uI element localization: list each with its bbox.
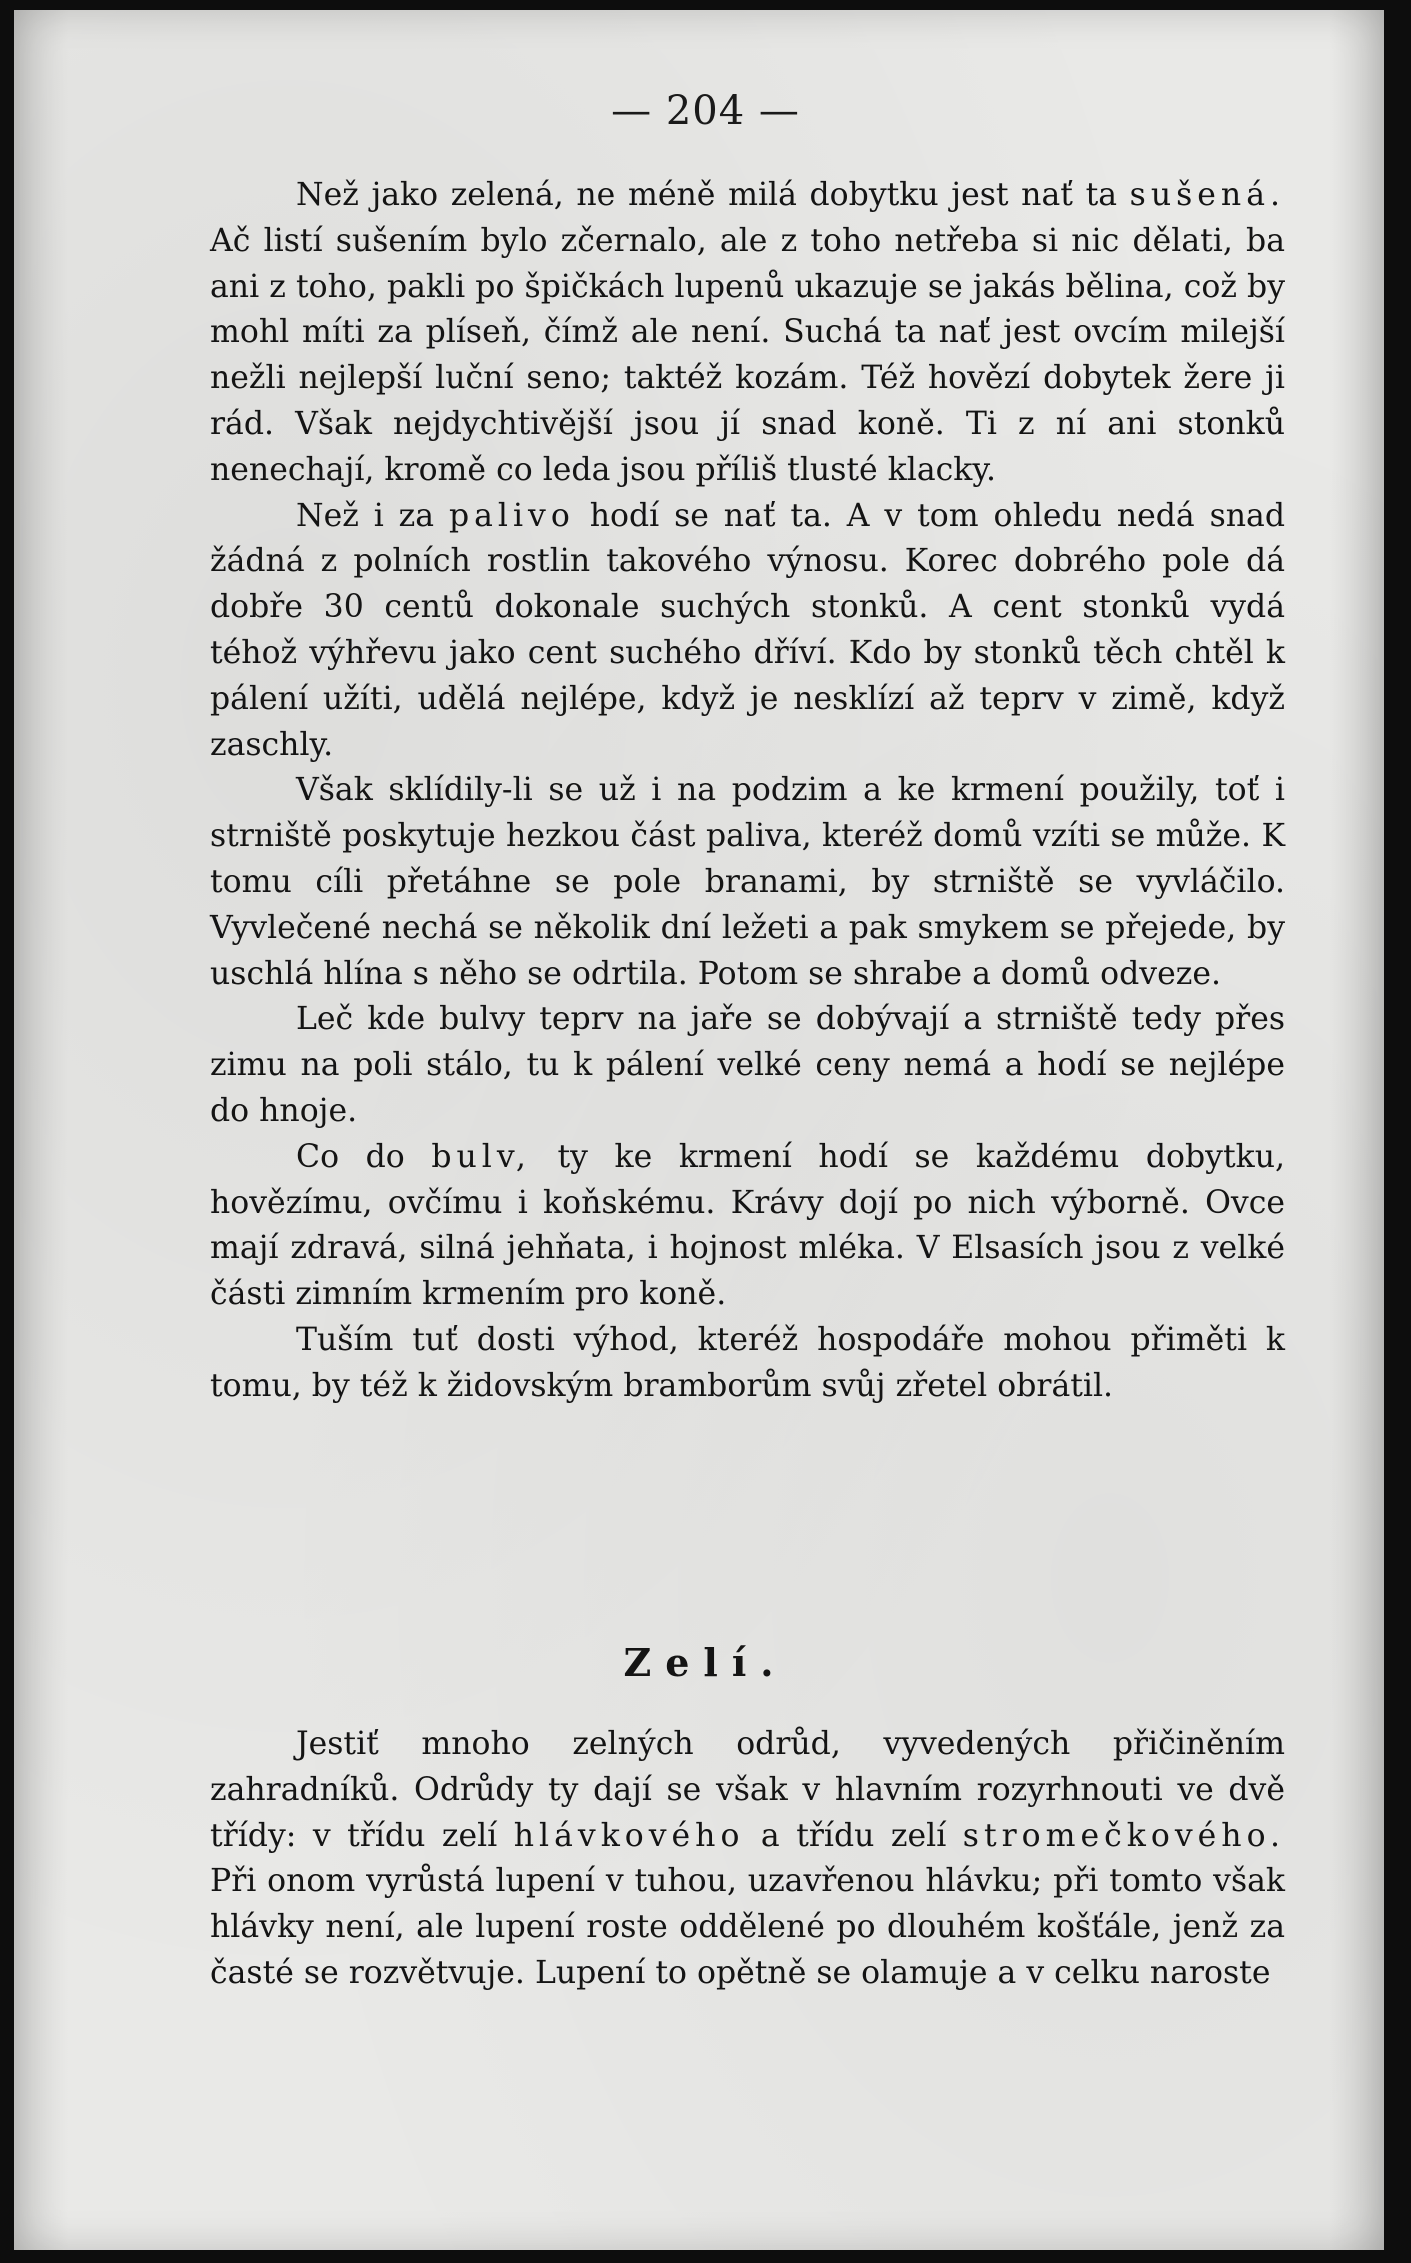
paragraph-susena-nat: Než jako zelená, ne méně milá dobytku jest nať ta sušená. Ač listí sušením bylo zčernalo, ale z toho netřeba si nic dělati, ba ani z toho, pakli po špičkách lupenů ukazuje se jakás bělina, což by mohl míti za plíseň, čímž ale není. Suchá ta nať jest ovcím milejší nežli nejlepší luční seno; taktéž kozám. Též hovězí dobytek žere ji rád. Však nejdychtivější jsou jí snad koně. Ti z ní ani stonků nenechají, kromě co leda jsou příliš tlusté klacky. [210, 177, 1285, 488]
text-block-napa [210, 173, 1285, 1410]
paragraph-bulvy-na-jare: Leč kde bulvy teprv na jaře se dobývají a strniště tedy přes zimu na poli stálo, tu k pálení velké ceny nemá a hodí se nejlépe do hnoje. [210, 1001, 1285, 1129]
paragraph-zelne-odrudy: Jestiť mnoho zelných odrůd, vyvedených přičiněním zahradníků. Odrůdy ty dají se však v hlavním rozyrhnouti ve dvě třídy: v třídu zelí hlávkového a třídu zelí stromečkového. Při onom vyrůstá lupení v tuhou, uzavřenou hlávku; při tomto však hlávky není, ale lupení roste oddělené po dlouhém košťále, jenž za časté se rozvětvuje. Lupení to opětně se olamuje a v celku naroste [210, 1726, 1285, 1991]
page-number: — 204 — [611, 88, 800, 134]
paragraph-palivo: Než i za palivo hodí se nať ta. A v tom ohledu nedá snad žádná z polních rostlin takového výnosu. Korec dobrého pole dá dobře 30 centů dokonale suchých stonků. A cent stonků vydá téhož výhřevu jako cent suchého dříví. Kdo by stonků těch chtěl k pálení užíti, udělá nejlépe, když je nesklízí až teprv v zimě, když zaschly. [210, 497, 1285, 763]
text-block-zeli [210, 1722, 1285, 1997]
paragraph-strniste: Však sklídily-li se už i na podzim a ke krmení použily, toť i strniště poskytuje hezkou část paliva, kteréž domů vzíti se může. K tomu cíli přetáhne se pole branami, by strniště se vyvláčilo. Vyvlečené nechá se několik dní ležeti a pak smykem se přejede, by uschlá hlína s něho se odrtila. Potom se shrabe a domů odveze. [210, 772, 1285, 992]
section-heading-zeli: Zelí. [623, 1640, 788, 1685]
paragraph-zaver: Tuším tuť dosti výhod, kteréž hospodáře mohou přiměti k tomu, by též k židovským bramborům svůj zřetel obrátil. [210, 1321, 1285, 1404]
paragraph-bulvy-krmeni: Co do bulv, ty ke krmení hodí se každému dobytku, hovězímu, ovčímu i koňskému. Krávy dojí po nich výborně. Ovce mají zdravá, silná jehňata, i hojnost mléka. V Elsasích jsou z velké části zimním krmením pro koně. [210, 1138, 1285, 1313]
